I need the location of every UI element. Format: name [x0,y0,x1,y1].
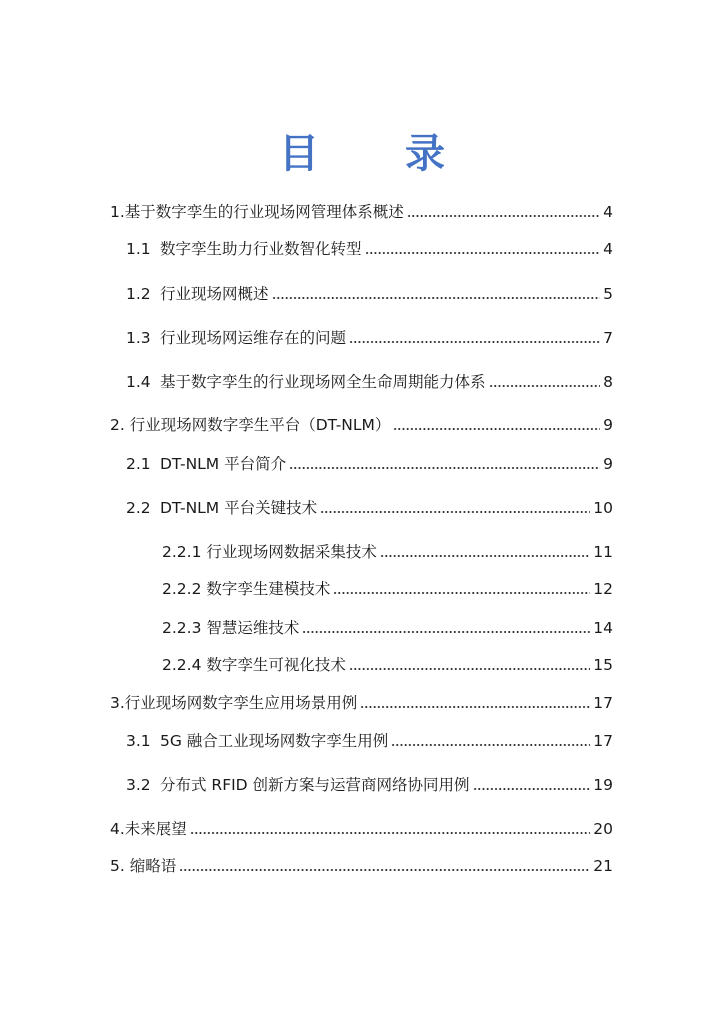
toc-entry-text: 2. 行业现场网数字孪生平台（DT-NLM） [110,416,391,434]
toc-page-number: 21 [593,857,613,875]
toc-entry-text: 行业现场网概述 [160,285,269,303]
toc-page-number: 8 [603,373,613,391]
toc-entry[interactable] [110,855,613,877]
toc-entry[interactable] [126,371,613,393]
toc-entry-text: 5. 缩略语 [110,857,177,875]
toc-entry[interactable] [126,238,613,260]
toc-page-number: 9 [603,416,613,434]
toc-page-number: 19 [593,776,613,794]
toc-page-number: 10 [593,499,613,517]
toc-dot-leader [289,466,600,470]
toc-dot-leader [272,296,601,300]
toc-entry-text: 1.基于数字孪生的行业现场网管理体系概述 [110,203,404,221]
toc-dot-leader [391,743,590,747]
toc-entry-text: 基于数字孪生的行业现场网全生命周期能力体系 [160,373,486,391]
toc-entry-text: 3.行业现场网数字孪生应用场景用例 [110,694,358,712]
toc-entry-text: 数字孪生助力行业数智化转型 [160,240,362,258]
toc-section-number: 1.1 [126,240,151,258]
toc-section-number: 1.3 [126,329,151,347]
toc-entry[interactable] [126,283,613,305]
toc-section-number: 1.2 [126,285,151,303]
toc-dot-leader [333,591,590,595]
toc-page-number: 20 [593,820,613,838]
toc-dot-leader [360,705,590,709]
toc-entry[interactable] [126,327,613,349]
toc-entry-text: 行业现场网运维存在的问题 [160,329,347,347]
toc-page-number: 17 [593,694,613,712]
toc-entry-text: 2.2.3 智慧运维技术 [162,619,300,637]
toc-entry-text: 2.2.2 数字孪生建模技术 [162,580,331,598]
toc-entry-text: 4.未来展望 [110,820,187,838]
toc-dot-leader [302,630,590,634]
toc-entry[interactable] [162,578,613,600]
toc-entry[interactable] [126,774,613,796]
toc-entry-text: 5G 融合工业现场网数字孪生用例 [160,732,389,750]
toc-entry[interactable] [110,818,613,840]
toc-dot-leader [349,667,590,671]
toc-dot-leader [380,554,590,558]
toc-entry-text: DT-NLM 平台简介 [160,455,287,473]
toc-page-number: 17 [593,732,613,750]
toc-title: 目 录 [279,131,481,177]
toc-page-number: 5 [603,285,613,303]
toc-dot-leader [190,831,590,835]
toc-section-number: 2.1 [126,455,151,473]
toc-page-number: 15 [593,656,613,674]
toc-entry[interactable] [126,453,613,475]
toc-section-number: 1.4 [126,373,151,391]
toc-dot-leader [320,510,590,514]
toc-dot-leader [349,340,600,344]
toc-entry[interactable] [126,730,613,752]
toc-entry[interactable] [110,692,613,714]
toc-entry[interactable] [162,654,613,676]
toc-entry-text: 分布式 RFID 创新方案与运营商网络协同用例 [160,776,470,794]
toc-dot-leader [393,427,600,431]
toc-section-number: 3.2 [126,776,151,794]
toc-page-number: 11 [593,543,613,561]
toc-page-number: 7 [603,329,613,347]
toc-page-number: 9 [603,455,613,473]
toc-entry[interactable] [110,414,613,436]
toc-section-number: 3.1 [126,732,151,750]
toc-dot-leader [179,868,590,872]
toc-dot-leader [473,787,591,791]
toc-section-number: 2.2 [126,499,151,517]
toc-page-number: 4 [603,240,613,258]
toc-entry-text: 2.2.4 数字孪生可视化技术 [162,656,346,674]
toc-entry[interactable] [126,497,613,519]
toc-entry[interactable] [110,201,613,223]
toc-dot-leader [365,251,601,255]
toc-entry-text: 2.2.1 行业现场网数据采集技术 [162,543,377,561]
toc-dot-leader [407,214,600,218]
toc-page-number: 12 [593,580,613,598]
toc-entry[interactable] [162,617,613,639]
toc-dot-leader [489,384,601,388]
toc-page-number: 14 [593,619,613,637]
toc-entry[interactable] [162,541,613,563]
toc-entry-text: DT-NLM 平台关键技术 [160,499,318,517]
toc-page-number: 4 [603,203,613,221]
